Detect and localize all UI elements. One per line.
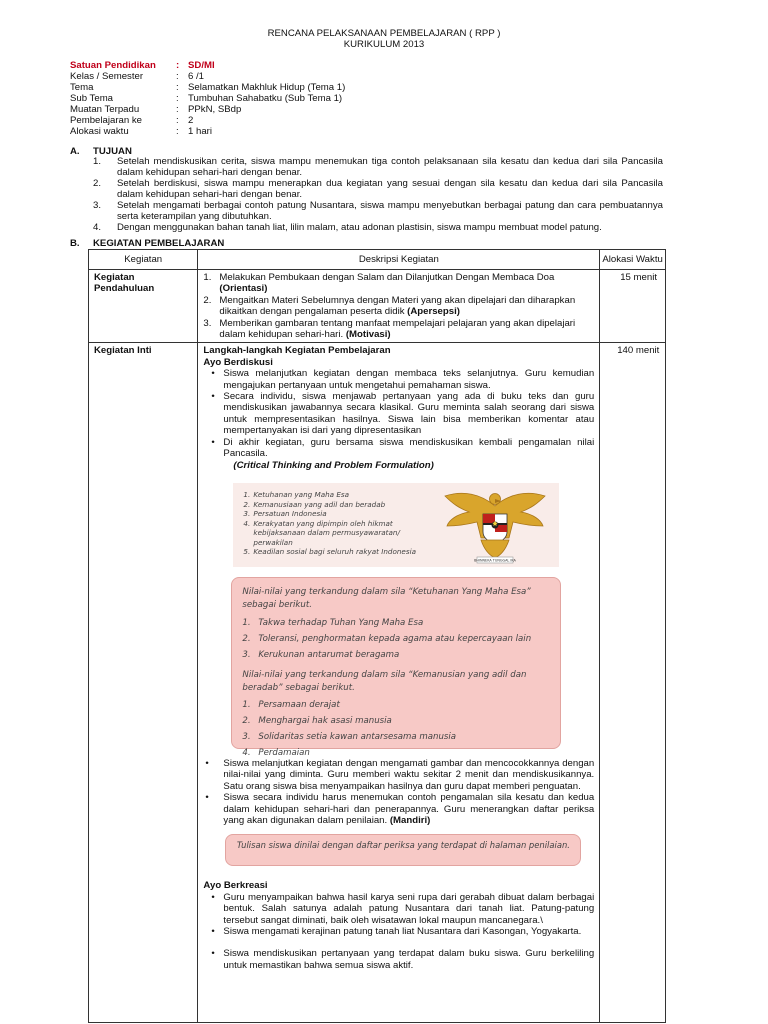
- time-allocation: 15 menit: [600, 270, 666, 343]
- section-a-number: A.: [70, 146, 80, 157]
- list-item: 5. Keadilan sosial bagi seluruh rakyat Indonesia: [243, 547, 416, 557]
- list-item: • Siswa melanjutkan kegiatan dengan mengamati gambar dan mencocokkannya dengan nilai-nilai yang diminta. Guru memberi waktu sekitar 2 menit dan mendiskusikannya. Satu orang siswa bisa menyampaikan hasilnya dan guru dapat memberi penguatan.: [205, 757, 595, 792]
- list-item: • Siswa mengamati kerajinan patung tanah liat Nusantara dari Kasongan, Yogyakarta.: [211, 925, 582, 937]
- list-item: 4. Kerakyatan yang dipimpin oleh hikmat kebijaksanaan dalam permusyawaratan/ perwakilan: [243, 518, 400, 547]
- document-subtitle: KURIKULUM 2013: [343, 39, 425, 50]
- tag-orientasi: (Orientasi): [219, 283, 268, 295]
- section-a-heading: TUJUAN: [93, 146, 132, 157]
- box-list: [242, 697, 550, 761]
- sila-list: [243, 490, 439, 557]
- tag-mandiri: (Mandiri): [389, 814, 431, 826]
- list-item: 3. Solidaritas setia kawan antarsesama manusia: [242, 731, 457, 742]
- identity-label: Sub Tema: [70, 93, 114, 104]
- time-allocation: 140 menit: [600, 343, 666, 1023]
- penilaian-note: Tulisan siswa dinilai dengan daftar periksa yang terdapat di halaman penilaian.: [225, 834, 581, 866]
- list-item: • Siswa secara individu harus menemukan contoh pengamalan sila kesatu dan kedua dalam kehidupan sehari-hari dan penerapannya. Guru menerangkan daftar periksa yang akan digunakan dalam penilaian. (Mandiri): [205, 792, 595, 826]
- identity-row: Tema : Selamatkan Makhluk Hidup (Tema 1): [70, 82, 346, 93]
- identity-value: 2: [188, 115, 194, 126]
- list-item: • Siswa melanjutkan kegiatan dengan membaca teks selanjutnya. Guru kemudian mengajukan pertanyaan untuk mengetahui pemahaman siswa.: [211, 368, 595, 391]
- ayo-berkreasi-heading: Ayo Berkreasi: [203, 880, 268, 892]
- list-item: • Siswa mendiskusikan pertanyaan yang terdapat dalam buku siswa. Guru berkeliling untuk memastikan bahwa semua siswa aktif.: [211, 948, 595, 971]
- box-intro: Nilai-nilai yang terkandung dalam sila “Kemanusian yang adil dan beradab” sebagai berikut.: [242, 669, 527, 693]
- identity-value: Tumbuhan Sahabatku (Sub Tema 1): [188, 93, 343, 104]
- box-intro: Nilai-nilai yang terkandung dalam sila “Ketuhanan Yang Maha Esa” sebagai berikut.: [242, 586, 531, 610]
- garuda-pancasila-image: [441, 486, 549, 566]
- document-title: RENCANA PELAKSANAAN PEMBELAJARAN ( RPP ): [267, 28, 501, 39]
- identity-value: SD/MI: [188, 60, 215, 71]
- identity-row: [70, 60, 215, 71]
- identity-label: Satuan Pendidikan: [70, 60, 156, 71]
- identity-label: Pembelajaran ke: [70, 115, 142, 126]
- identity-value: 6 /1: [188, 71, 205, 82]
- tujuan-item: 2. Setelah berdiskusi, siswa mampu menerapkan dua kegiatan yang sesuai dengan sila kesatu dan kedua dari sila Pancasila dalam kehidupan sehari-hari dengan benar.: [93, 178, 663, 201]
- ayo-berdiskusi-heading: Ayo Berdiskusi: [203, 356, 273, 368]
- kegiatan-label: Kegiatan Inti: [89, 343, 198, 1023]
- identity-value: PPkN, SBdp: [188, 104, 242, 115]
- bullet-list: [203, 758, 594, 826]
- list-item: • Guru menyampaikan bahwa hasil karya seni rupa dari gerabah dibuat dalam berbagai bentuk. Salah satunya adalah patung Nusantara dari tanah liat. Patung-patung tersebut sangat diminati, baik oleh wisatawan lokal maupun mancanegara.\: [211, 891, 595, 926]
- identity-row: Alokasi waktu : 1 hari: [70, 126, 212, 137]
- list-item: 2. Menghargai hak asasi manusia: [242, 715, 392, 726]
- list-item: 2. Kemanusiaan yang adil dan beradab: [243, 499, 386, 509]
- inti-description: [198, 343, 600, 1023]
- garuda-motto: BHINNEKA TUNGGAL IKA: [474, 558, 517, 563]
- list-item: 2. Mengaitkan Materi Sebelumnya dengan Materi yang akan dipelajari dan diharapkan dikaitkan dengan pengalaman peserta didik (Apersepsi): [203, 294, 576, 318]
- identity-label: Muatan Terpadu: [70, 104, 140, 115]
- list-item: 3. Persatuan Indonesia: [243, 509, 327, 519]
- tag-motivasi: (Motivasi): [345, 329, 391, 341]
- identity-label: Kelas / Semester: [70, 71, 144, 82]
- nilai-nilai-box: [231, 577, 561, 758]
- section-b-number: B.: [70, 238, 80, 249]
- column-header: Kegiatan: [89, 250, 198, 270]
- tujuan-item: 1. Setelah mendiskusikan cerita, siswa mampu menemukan tiga contoh pelaksanaan sila kesatu dan kedua dari sila Pancasila dalam kehidupan sehari-hari dengan benar.: [93, 156, 663, 179]
- kegiatan-label: Kegiatan Pendahuluan: [89, 270, 198, 343]
- critical-thinking-label: (Critical Thinking and Problem Formulation): [233, 459, 434, 471]
- list-item: 1. Persamaan derajat: [242, 699, 340, 710]
- list-item: 3. Memberikan gambaran tentang manfaat mempelajari pelajaran yang akan dipelajari dalam kehidupan sehari-hari. (Motivasi): [203, 317, 576, 341]
- table-row: [89, 343, 666, 1023]
- column-header: Deskripsi Kegiatan: [198, 250, 600, 270]
- identity-row: Kelas / Semester : 6 /1: [70, 71, 205, 82]
- identity-value: Selamatkan Makhluk Hidup (Tema 1): [188, 82, 346, 93]
- list-item: 2. Toleransi, penghormatan kepada agama atau kepercayaan lain: [242, 633, 532, 644]
- list-item: 1. Ketuhanan yang Maha Esa: [243, 489, 350, 499]
- tujuan-item: 4. Dengan menggunakan bahan tanah liat, lilin malam, atau adonan plastisin, siswa mampu membuat model patung.: [93, 222, 602, 233]
- identity-row: Sub Tema : Tumbuhan Sahabatku (Sub Tema 1): [70, 93, 343, 104]
- table-header-row: [89, 250, 666, 270]
- list-item: • Secara individu, siswa menjawab pertanyaan yang ada di buku teks dan guru mendiskusikan jawabannya secara klasikal. Guru meminta salah seorang dari siswa untuk mempresentasikan hasilnya. Siswa lain bisa memberikan komentar atau mempertanyakan isi dari yang dipresentasikan: [211, 391, 595, 437]
- identity-label: Tema: [70, 82, 94, 93]
- identity-label: Alokasi waktu: [70, 126, 129, 137]
- column-header: Alokasi Waktu: [600, 250, 666, 270]
- list-item: • Di akhir kegiatan, guru bersama siswa mendiskusikan kembali pengamalan nilai Pancasila.: [211, 436, 595, 460]
- tujuan-item: 3. Setelah mengamati berbagai contoh patung Nusantara, siswa mampu menyebutkan berbagai patung dan cara pembuatannya serta keterampilan yang dibutuhkan.: [93, 200, 663, 223]
- list-item: 1. Melakukan Pembukaan dengan Salam dan Dilanjutkan Dengan Membaca Doa (Orientasi): [203, 272, 555, 295]
- identity-row: Pembelajaran ke : 2: [70, 115, 194, 126]
- pendahuluan-description: [198, 270, 600, 343]
- kegiatan-table: [88, 249, 666, 1023]
- identity-colon: :: [176, 60, 180, 71]
- langkah-heading: Langkah-langkah Kegiatan Pembelajaran: [203, 345, 391, 357]
- tag-apersepsi: (Apersepsi): [407, 306, 460, 318]
- list-item: 4. Perdamaian: [242, 747, 310, 758]
- identity-value: 1 hari: [188, 126, 212, 137]
- table-row: [89, 270, 666, 343]
- list-item: 3. Kerukunan antarumat beragama: [242, 649, 400, 660]
- identity-row: Muatan Terpadu : PPkN, SBdp: [70, 104, 242, 115]
- pancasila-card: [233, 483, 559, 567]
- box-list: [242, 615, 550, 663]
- section-b-heading: KEGIATAN PEMBELAJARAN: [93, 238, 225, 249]
- list-item: 1. Takwa terhadap Tuhan Yang Maha Esa: [242, 617, 424, 628]
